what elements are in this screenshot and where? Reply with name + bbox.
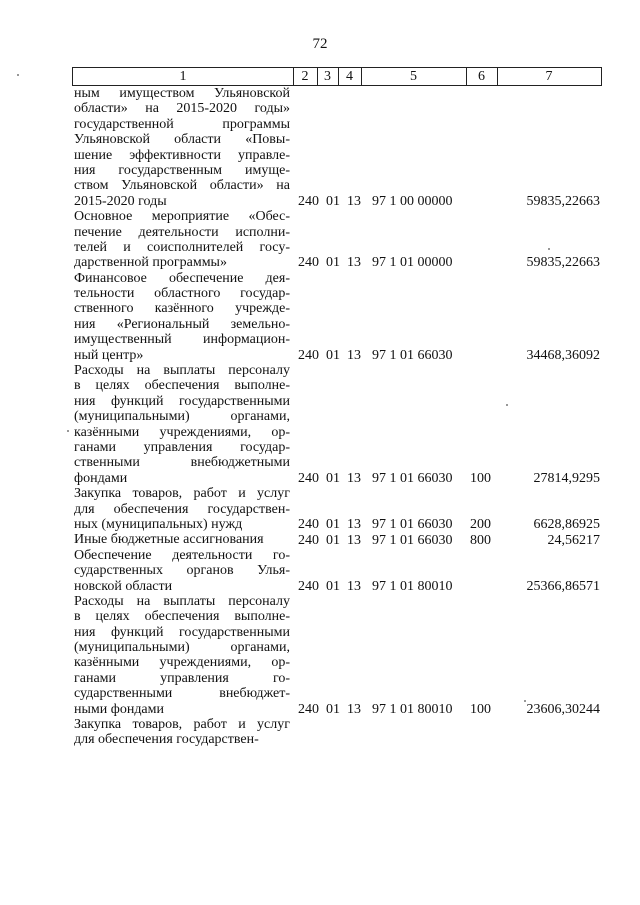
ministry-code: 240 [298, 471, 319, 486]
description-line: Ульяновской области «Повы- [74, 132, 290, 148]
description-line: фондами [74, 470, 128, 486]
description-line: ным имуществом Ульяновской [74, 86, 290, 101]
description-line: тельности областного государ- [74, 286, 290, 302]
subsection-code: 13 [347, 193, 361, 209]
section-code: 01 [326, 255, 340, 271]
description-line: Основное мероприятие «Обес- [74, 209, 290, 225]
subsection-code: 13 [347, 255, 361, 271]
column-header-6: 6 [466, 67, 498, 86]
amount-value: 25366,86571 [526, 578, 600, 594]
target-article-code: 97 1 01 00000 [372, 255, 453, 271]
description-line: шение эффективности управле- [74, 147, 290, 163]
description-line: ния государственным имуще- [74, 162, 290, 178]
ministry-code: 240 [298, 517, 319, 533]
target-article-code: 97 1 01 80010 [372, 702, 453, 717]
description-line: новской области [74, 578, 173, 594]
column-header-4: 4 [338, 67, 362, 86]
section-code: 01 [326, 471, 340, 486]
description-line: Финансовое обеспечение дея- [74, 270, 290, 286]
column-header-2: 2 [293, 67, 318, 86]
description-line: (муниципальными) органами, [74, 640, 290, 656]
target-article-code: 97 1 01 80010 [372, 578, 453, 594]
description-line: области» на 2015-2020 годы» [74, 101, 290, 117]
subsection-code: 13 [347, 471, 361, 486]
target-article-code: 97 1 00 00000 [372, 193, 453, 209]
section-code: 01 [326, 517, 340, 533]
scan-speck [506, 404, 508, 406]
scan-speck [17, 74, 19, 76]
description-line: Иные бюджетные ассигнования [74, 532, 264, 548]
ministry-code: 240 [298, 578, 319, 594]
description-column [74, 86, 290, 748]
description-line: ством Ульяновской области» на [74, 178, 290, 194]
description-line: ственного казённого учрежде- [74, 301, 290, 317]
description-line: ный центр» [74, 347, 144, 363]
description-line: сударственными внебюджет- [74, 686, 290, 702]
expense-type-code: 100 [470, 702, 491, 717]
section-code: 01 [326, 578, 340, 594]
amount-value: 34468,36092 [526, 347, 600, 363]
description-line: в целях обеспечения выполне- [74, 609, 290, 625]
amount-value: 23606,30244 [526, 702, 600, 717]
ministry-code: 240 [298, 255, 319, 271]
description-line: имущественный информацион- [74, 332, 290, 348]
description-line: ния функций государственными [74, 393, 290, 409]
section-code: 01 [326, 193, 340, 209]
scan-speck [524, 700, 526, 702]
description-line: Закупка товаров, работ и услуг [74, 717, 290, 733]
scan-speck [67, 430, 69, 432]
target-article-code: 97 1 01 66030 [372, 471, 453, 486]
description-line: телей и соисполнителей госу- [74, 239, 290, 255]
description-line: Расходы на выплаты персоналу [74, 363, 290, 379]
amount-value: 27814,9295 [533, 471, 600, 486]
target-article-code: 97 1 01 66030 [372, 517, 453, 533]
target-article-code: 97 1 01 66030 [372, 347, 453, 363]
description-line: 2015-2020 годы [74, 193, 167, 209]
description-line: казёнными учреждениями, ор- [74, 655, 290, 671]
description-line: ния «Региональный земельно- [74, 316, 290, 332]
column-header-1: 1 [72, 67, 294, 86]
description-line: дарственной программы» [74, 255, 227, 271]
page-number: 72 [312, 36, 328, 52]
description-line: ными фондами [74, 701, 165, 717]
description-line: печение деятельности исполни- [74, 224, 290, 240]
subsection-code: 13 [347, 347, 361, 363]
column-header-7: 7 [497, 67, 602, 86]
expense-type-code: 800 [470, 532, 491, 548]
amount-value: 59835,22663 [526, 255, 600, 271]
description-line: (муниципальными) органами, [74, 409, 290, 425]
expense-type-code: 200 [470, 517, 491, 533]
description-line: Обеспечение деятельности го- [74, 547, 290, 563]
ministry-code: 240 [298, 193, 319, 209]
subsection-code: 13 [347, 517, 361, 533]
section-code: 01 [326, 702, 340, 717]
expense-type-code: 100 [470, 471, 491, 486]
description-line: сударственных органов Улья- [74, 563, 290, 579]
description-line: государственной программы [74, 116, 290, 132]
ministry-code: 240 [298, 347, 319, 363]
description-line: для обеспечения государствен- [74, 732, 259, 748]
column-header-3: 3 [317, 67, 339, 86]
subsection-code: 13 [347, 532, 361, 548]
subsection-code: 13 [347, 578, 361, 594]
description-line: ния функций государственными [74, 624, 290, 640]
description-line: Расходы на выплаты персоналу [74, 593, 290, 609]
amount-value: 24,56217 [547, 532, 600, 548]
description-line: ганами управления го- [74, 670, 290, 686]
amount-value: 59835,22663 [526, 193, 600, 209]
description-line: ганами управления государ- [74, 439, 290, 455]
description-line: для обеспечения государствен- [74, 501, 290, 517]
description-line: ственными внебюджетными [74, 455, 290, 471]
description-line: казёнными учреждениями, ор- [74, 424, 290, 440]
target-article-code: 97 1 01 66030 [372, 532, 453, 548]
description-line: ных (муниципальных) нужд [74, 516, 243, 532]
amount-value: 6628,86925 [533, 517, 600, 533]
column-header-5: 5 [361, 67, 467, 86]
description-line: Закупка товаров, работ и услуг [74, 486, 290, 502]
section-code: 01 [326, 532, 340, 548]
ministry-code: 240 [298, 532, 319, 548]
ministry-code: 240 [298, 702, 319, 717]
scan-speck [548, 248, 550, 250]
description-line: в целях обеспечения выполне- [74, 378, 290, 394]
section-code: 01 [326, 347, 340, 363]
subsection-code: 13 [347, 702, 361, 717]
